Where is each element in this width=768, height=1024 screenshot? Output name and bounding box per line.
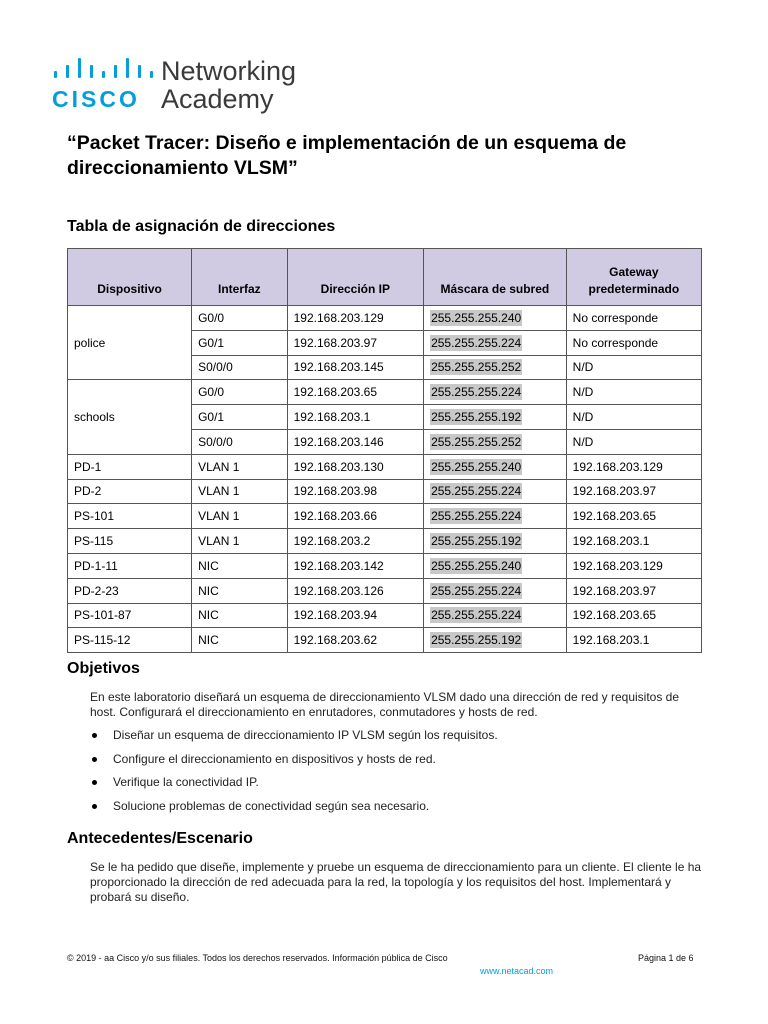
cell-interface: VLAN 1: [192, 529, 288, 554]
cell-mask: [424, 355, 567, 380]
cell-gateway: N/D: [566, 429, 701, 454]
mask-highlight: 255.255.255.240: [431, 558, 522, 573]
cell-device: PD-1: [68, 454, 192, 479]
table-row: [68, 578, 702, 603]
cell-ip: 192.168.203.1: [287, 405, 423, 430]
list-item: Configure el direccionamiento en dispositivos y hosts de red.: [90, 752, 498, 776]
cell-mask: [424, 578, 567, 603]
cell-ip: 192.168.203.62: [287, 628, 423, 653]
objectives-heading: Objetivos: [67, 660, 140, 677]
table-heading: Tabla de asignación de direcciones: [67, 218, 336, 235]
mask-highlight: 255.255.255.224: [431, 583, 522, 598]
table-row: [68, 454, 702, 479]
address-table: [67, 248, 702, 653]
cell-mask: [424, 603, 567, 628]
cell-gateway: N/D: [566, 405, 701, 430]
cell-interface: NIC: [192, 603, 288, 628]
cell-gateway: 192.168.203.97: [566, 578, 701, 603]
cell-mask: [424, 429, 567, 454]
cell-interface: G0/1: [192, 405, 288, 430]
objectives-text: En este laboratorio diseñará un esquema de direccionamiento VLSM dado una dirección de red y requisitos de host. Configurará el direccionamiento en enrutadores, conmutadores y hosts de red.: [90, 690, 680, 719]
mask-highlight: 255.255.255.252: [431, 360, 522, 375]
cell-gateway: No corresponde: [566, 306, 701, 331]
cell-gateway: N/D: [566, 355, 701, 380]
cell-ip: 192.168.203.2: [287, 529, 423, 554]
cell-gateway: 192.168.203.1: [566, 628, 701, 653]
bullet-icon: [92, 780, 97, 785]
cell-mask: [424, 504, 567, 529]
cell-interface: G0/0: [192, 306, 288, 331]
cell-ip: 192.168.203.98: [287, 479, 423, 504]
cell-mask: [424, 330, 567, 355]
cell-ip: 192.168.203.126: [287, 578, 423, 603]
cell-mask: [424, 380, 567, 405]
list-item: Solucione problemas de conectividad según sea necesario.: [90, 799, 498, 823]
cell-mask: [424, 405, 567, 430]
cell-gateway: No corresponde: [566, 330, 701, 355]
cisco-networking-academy-logo: [52, 56, 312, 116]
logo-line-networking: Networking: [161, 56, 297, 86]
logo-cisco-wordmark: CISCO: [52, 86, 140, 112]
mask-highlight: 255.255.255.192: [431, 410, 522, 425]
cell-mask: [424, 553, 567, 578]
mask-highlight: 255.255.255.224: [431, 484, 522, 499]
mask-highlight: 255.255.255.252: [431, 434, 522, 449]
cell-ip: 192.168.203.146: [287, 429, 423, 454]
cell-interface: NIC: [192, 553, 288, 578]
header-mask: Máscara de subred: [424, 249, 567, 306]
cell-ip: 192.168.203.130: [287, 454, 423, 479]
cell-gateway: 192.168.203.65: [566, 603, 701, 628]
table-row: [68, 529, 702, 554]
cell-mask: [424, 628, 567, 653]
cell-device: PD-2: [68, 479, 192, 504]
mask-highlight: 255.255.255.192: [431, 633, 522, 648]
cell-device: PS-101: [68, 504, 192, 529]
mask-highlight: 255.255.255.224: [431, 509, 522, 524]
cell-gateway: 192.168.203.65: [566, 504, 701, 529]
footer-netacad-link[interactable]: www.netacad.com: [480, 966, 554, 976]
cell-gateway: 192.168.203.1: [566, 529, 701, 554]
cell-mask: [424, 306, 567, 331]
table-header-row: [68, 249, 702, 306]
cell-gateway: N/D: [566, 380, 701, 405]
cell-interface: S0/0/0: [192, 355, 288, 380]
mask-highlight: 255.255.255.240: [431, 459, 522, 474]
cell-ip: 192.168.203.97: [287, 330, 423, 355]
cell-ip: 192.168.203.94: [287, 603, 423, 628]
cell-interface: G0/1: [192, 330, 288, 355]
cell-device: police: [68, 306, 192, 380]
cell-interface: G0/0: [192, 380, 288, 405]
mask-highlight: 255.255.255.224: [431, 608, 522, 623]
cell-interface: S0/0/0: [192, 429, 288, 454]
bullet-icon: [92, 757, 97, 762]
logo-line-academy: Academy: [161, 84, 274, 114]
cell-ip: 192.168.203.66: [287, 504, 423, 529]
bullet-icon: [92, 804, 97, 809]
list-item: Diseñar un esquema de direccionamiento IP VLSM según los requisitos.: [90, 728, 498, 752]
table-row: [68, 306, 702, 331]
cell-device: PS-115: [68, 529, 192, 554]
mask-highlight: 255.255.255.224: [431, 335, 522, 350]
cell-ip: 192.168.203.65: [287, 380, 423, 405]
cell-ip: 192.168.203.129: [287, 306, 423, 331]
cell-ip: 192.168.203.145: [287, 355, 423, 380]
background-heading: Antecedentes/Escenario: [67, 830, 253, 847]
bullet-icon: [92, 733, 97, 738]
table-row: [68, 628, 702, 653]
document-title: “Packet Tracer: Diseño e implementación de un esquema de direccionamiento VLSM”: [67, 132, 627, 179]
cell-gateway: 192.168.203.129: [566, 454, 701, 479]
table-row: [68, 380, 702, 405]
cisco-bridge-icon: [52, 56, 152, 78]
mask-highlight: 255.255.255.224: [431, 385, 522, 400]
table-row: [68, 479, 702, 504]
header-gateway: Gateway predeterminado: [566, 249, 701, 306]
cell-interface: NIC: [192, 628, 288, 653]
mask-highlight: 255.255.255.192: [431, 534, 522, 549]
footer-copyright: © 2019 - aa Cisco y/o sus filiales. Todos los derechos reservados. Información pública de Cisco: [67, 953, 448, 963]
background-text: Se le ha pedido que diseñe, implemente y pruebe un esquema de direccionamiento para un cliente. El cliente le ha proporcionado la dirección de red adecuada para la red, la topología y los requisitos del host. Implementará y probará su diseño.: [90, 860, 702, 904]
cell-device: schools: [68, 380, 192, 454]
mask-highlight: 255.255.255.240: [431, 310, 522, 325]
cell-mask: [424, 454, 567, 479]
objectives-list: [90, 728, 498, 822]
cell-interface: VLAN 1: [192, 504, 288, 529]
footer-page-number: Página 1 de 6: [638, 953, 694, 963]
table-row: [68, 603, 702, 628]
cell-device: PD-2-23: [68, 578, 192, 603]
cell-interface: VLAN 1: [192, 479, 288, 504]
cell-interface: VLAN 1: [192, 454, 288, 479]
cell-device: PS-115-12: [68, 628, 192, 653]
cell-mask: [424, 529, 567, 554]
cell-mask: [424, 479, 567, 504]
cell-interface: NIC: [192, 578, 288, 603]
table-row: [68, 553, 702, 578]
cell-device: PS-101-87: [68, 603, 192, 628]
list-item: Verifique la conectividad IP.: [90, 775, 498, 799]
cell-gateway: 192.168.203.97: [566, 479, 701, 504]
header-ip: Dirección IP: [287, 249, 423, 306]
cell-ip: 192.168.203.142: [287, 553, 423, 578]
cell-gateway: 192.168.203.129: [566, 553, 701, 578]
header-device: Dispositivo: [68, 249, 192, 306]
cell-device: PD-1-11: [68, 553, 192, 578]
table-row: [68, 504, 702, 529]
header-interface: Interfaz: [192, 249, 288, 306]
